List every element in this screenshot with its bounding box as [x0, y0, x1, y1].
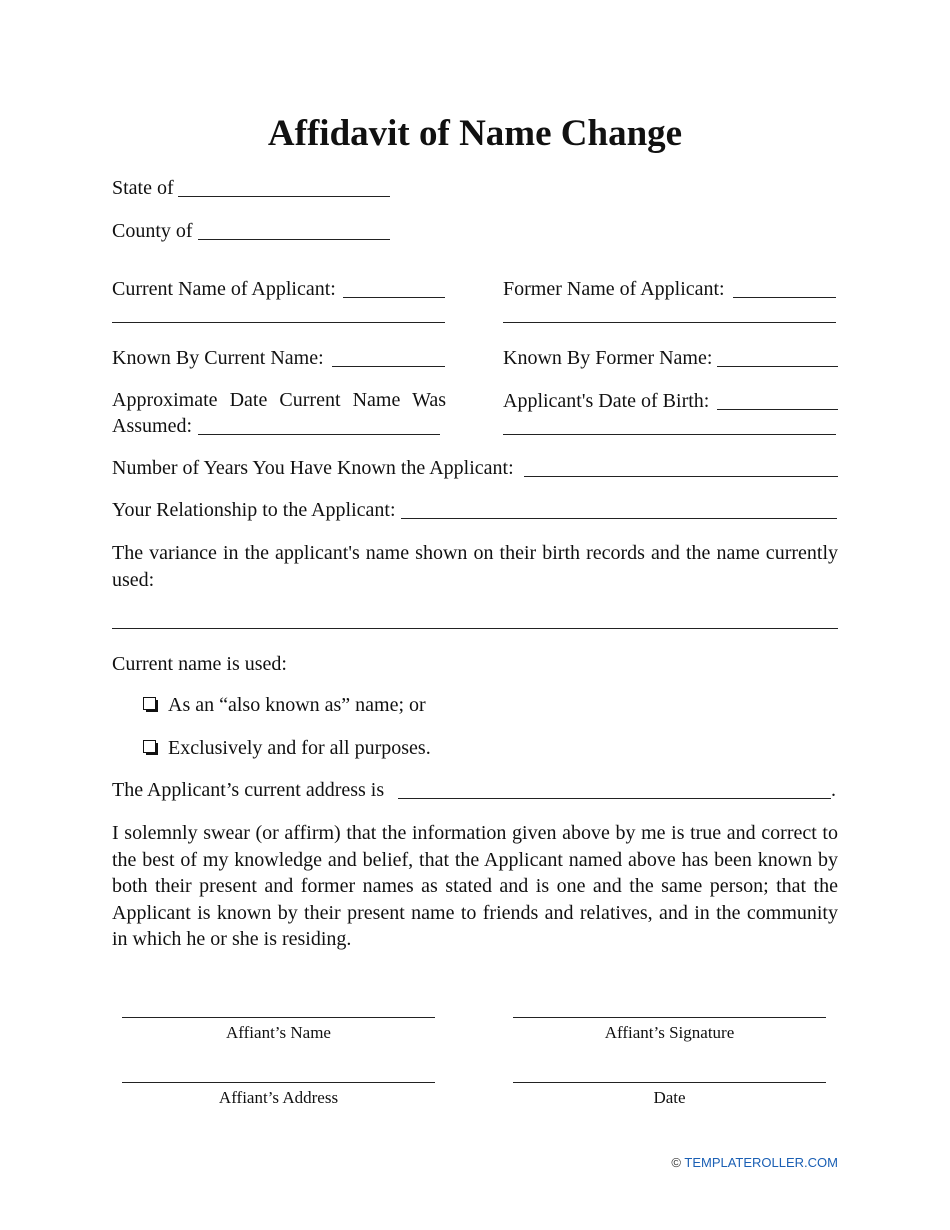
oath-paragraph: I solemnly swear (or affirm) that the information given above by me is true and correct to the best of my knowledge and belief, that the Applicant named above has been known by both their present and former names as stated and is one and the same person; that the Applicant is known by their present name to friends and relatives, and in the community in which he or she is residing. [112, 822, 838, 950]
known-former-field[interactable] [717, 366, 838, 367]
current-name-field[interactable] [343, 297, 445, 298]
approx-date-label-line2: Assumed: [112, 415, 192, 437]
exclusive-checkbox[interactable] [143, 740, 156, 753]
document-title: Affidavit of Name Change [267, 113, 683, 154]
state-label: State of [112, 177, 174, 199]
aka-checkbox[interactable] [143, 697, 156, 710]
known-current-field[interactable] [332, 366, 445, 367]
affiant-signature-line[interactable] [513, 1017, 826, 1018]
affiant-name-label: Affiant’s Name [226, 1023, 331, 1042]
state-field[interactable] [178, 196, 390, 197]
years-known-label: Number of Years You Have Known the Applicant: [112, 457, 514, 479]
address-label: The Applicant’s current address is [112, 779, 385, 801]
affiant-address-line[interactable] [122, 1082, 435, 1083]
former-name-field-line2[interactable] [503, 322, 836, 323]
address-period: . [831, 779, 836, 801]
birth-date-field-line2[interactable] [503, 434, 836, 435]
known-current-label: Known By Current Name: [112, 347, 324, 369]
relationship-field[interactable] [401, 518, 837, 519]
current-name-field-line2[interactable] [112, 322, 445, 323]
approx-date-label-line1: Approximate Date Current Name Was [112, 389, 446, 411]
aka-option-label: As an “also known as” name; or [168, 694, 426, 716]
approx-date-field[interactable] [198, 434, 440, 435]
known-former-label: Known By Former Name: [503, 347, 713, 369]
date-label: Date [653, 1088, 686, 1107]
variance-text: The variance in the applicant's name shown on their birth records and the name currently used: [112, 542, 838, 591]
variance-field[interactable] [112, 628, 838, 629]
footer-brand-link[interactable]: TEMPLATEROLLER.COM [684, 1155, 838, 1170]
exclusive-option-label: Exclusively and for all purposes. [168, 737, 431, 759]
county-field[interactable] [198, 239, 390, 240]
copyright-symbol: © [671, 1155, 681, 1170]
former-name-field[interactable] [733, 297, 836, 298]
date-line[interactable] [513, 1082, 826, 1083]
address-field[interactable] [398, 798, 831, 799]
former-name-label: Former Name of Applicant: [503, 278, 725, 300]
usage-label: Current name is used: [112, 653, 287, 675]
affiant-name-line[interactable] [122, 1017, 435, 1018]
birth-date-label: Applicant's Date of Birth: [503, 390, 710, 412]
copyright-notice [671, 1155, 838, 1170]
relationship-label: Your Relationship to the Applicant: [112, 499, 396, 521]
county-label: County of [112, 220, 193, 242]
affiant-signature-label: Affiant’s Signature [604, 1023, 735, 1042]
current-name-label: Current Name of Applicant: [112, 278, 336, 300]
birth-date-field[interactable] [717, 409, 838, 410]
years-known-field[interactable] [524, 476, 838, 477]
affiant-address-label: Affiant’s Address [218, 1088, 339, 1107]
